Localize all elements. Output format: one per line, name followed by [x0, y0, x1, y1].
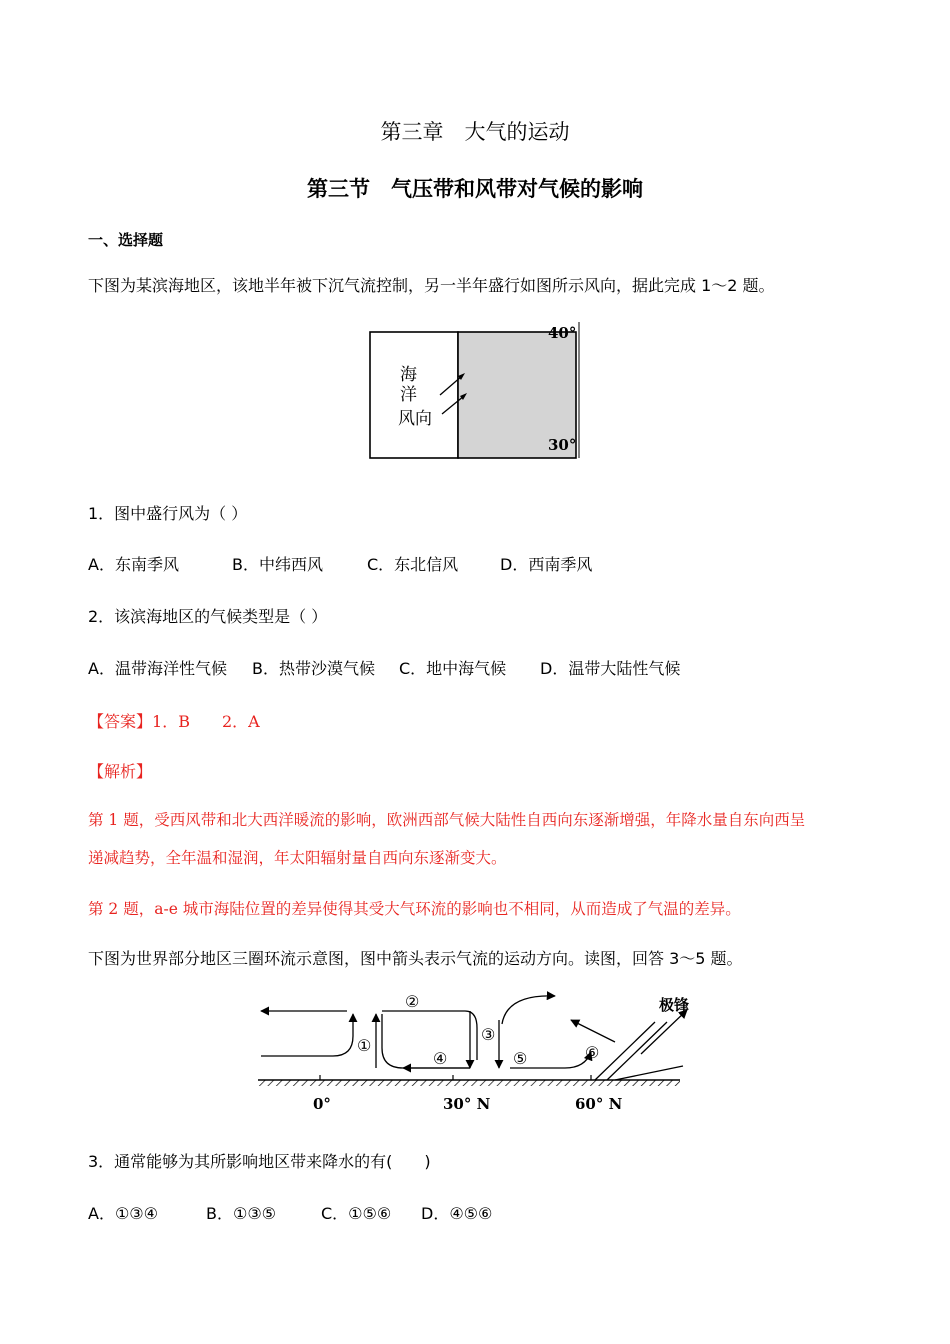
q3-option-d[interactable]: D．④⑤⑥ — [421, 1204, 493, 1223]
front-rising-arrow — [641, 1010, 687, 1054]
answer-line — [88, 709, 260, 732]
label-circle-5: ⑤ — [513, 1049, 528, 1068]
q1-option-c[interactable]: C．东北信风 — [367, 555, 459, 574]
q2-option-c[interactable]: C．地中海气候 — [399, 659, 507, 678]
section-title: 第三节 气压带和风带对气候的影响 — [307, 177, 643, 201]
q2-option-b[interactable]: B．热带沙漠气候 — [252, 659, 375, 678]
wind-label: 风向 — [398, 409, 432, 429]
lat-40-label: 40° — [548, 324, 577, 342]
question-1-stem: 1．图中盛行风为（ ） — [88, 504, 248, 523]
question-3-stem: 3．通常能够为其所影响地区带来降水的有( ) — [88, 1152, 431, 1171]
analysis-p2: 第 2 题，a-e 城市海陆位置的差异使得其受大气环流的影响也不相同，从而造成了气温的差异。 — [88, 900, 741, 918]
label-circle-4: ④ — [433, 1049, 448, 1068]
sea-label-2: 洋 — [400, 385, 417, 405]
intro-paragraph-1: 下图为某滨海地区，该地半年被下沉气流控制，另一半年盛行如图所示风向，据此完成 1～2 题。 — [88, 276, 775, 295]
question-2-stem: 2．该滨海地区的气候类型是（ ） — [88, 607, 328, 626]
front-line-1 — [595, 1022, 655, 1080]
lat-30-label: 30° — [548, 436, 577, 454]
intro-paragraph-2: 下图为世界部分地区三圈环流示意图，图中箭头表示气流的运动方向。读图，回答 3～5 题。 — [88, 949, 743, 968]
label-circle-3: ③ — [481, 1025, 496, 1044]
answer-text: 1．B 2．A — [152, 712, 260, 731]
upper-poleward-path — [382, 1011, 477, 1028]
q1-option-a[interactable]: A．东南季风 — [88, 555, 179, 574]
polar-front-upper-arrow — [571, 1020, 615, 1042]
chapter-title: 第三章 大气的运动 — [380, 120, 570, 144]
question-1-options — [88, 552, 592, 575]
q1-option-d[interactable]: D．西南季风 — [500, 555, 593, 574]
analysis-p1-line2: 递减趋势，全年温和湿润，年太阳辐射量自西向东逐渐变大。 — [88, 849, 507, 867]
polar-front-label: 极锋 — [659, 996, 690, 1014]
lat-30n-label: 30° N — [443, 1095, 491, 1113]
lat-0-label: 0° — [313, 1095, 331, 1113]
polar-easterly-line — [615, 1066, 683, 1080]
q3-option-c[interactable]: C．①⑤⑥ — [321, 1204, 392, 1223]
analysis-p1-line1: 第 1 题，受西风带和北大西洋暖流的影响，欧洲西部气候大陆性自西向东逐渐增强，年降水量自东向西呈 — [88, 811, 806, 829]
coastal-wind-figure — [368, 320, 588, 460]
label-circle-2: ② — [405, 992, 420, 1011]
upper-return-arrow — [502, 996, 555, 1024]
label-circle-6: ⑥ — [585, 1043, 600, 1062]
analysis-label: 【解析】 — [88, 762, 153, 781]
q3-option-b[interactable]: B．①③⑤ — [206, 1204, 277, 1223]
q1-option-b[interactable]: B．中纬西风 — [232, 555, 323, 574]
q2-option-d[interactable]: D．温带大陆性气候 — [540, 659, 681, 678]
ground-hatch — [258, 1080, 680, 1086]
equator-rising-arrow — [261, 1014, 353, 1056]
cell-return-path — [382, 1014, 470, 1068]
circulation-figure — [255, 988, 700, 1120]
lat-60n-label: 60° N — [575, 1095, 623, 1113]
label-circle-1: ① — [357, 1036, 372, 1055]
q3-option-a[interactable]: A．①③④ — [88, 1204, 158, 1223]
answer-label: 【答案】 — [88, 712, 153, 731]
question-2-options — [88, 656, 680, 679]
part1-heading: 一、选择题 — [88, 231, 164, 249]
q2-option-a[interactable]: A．温带海洋性气候 — [88, 659, 227, 678]
sea-label-1: 海 — [400, 365, 417, 385]
question-3-options — [88, 1201, 492, 1224]
